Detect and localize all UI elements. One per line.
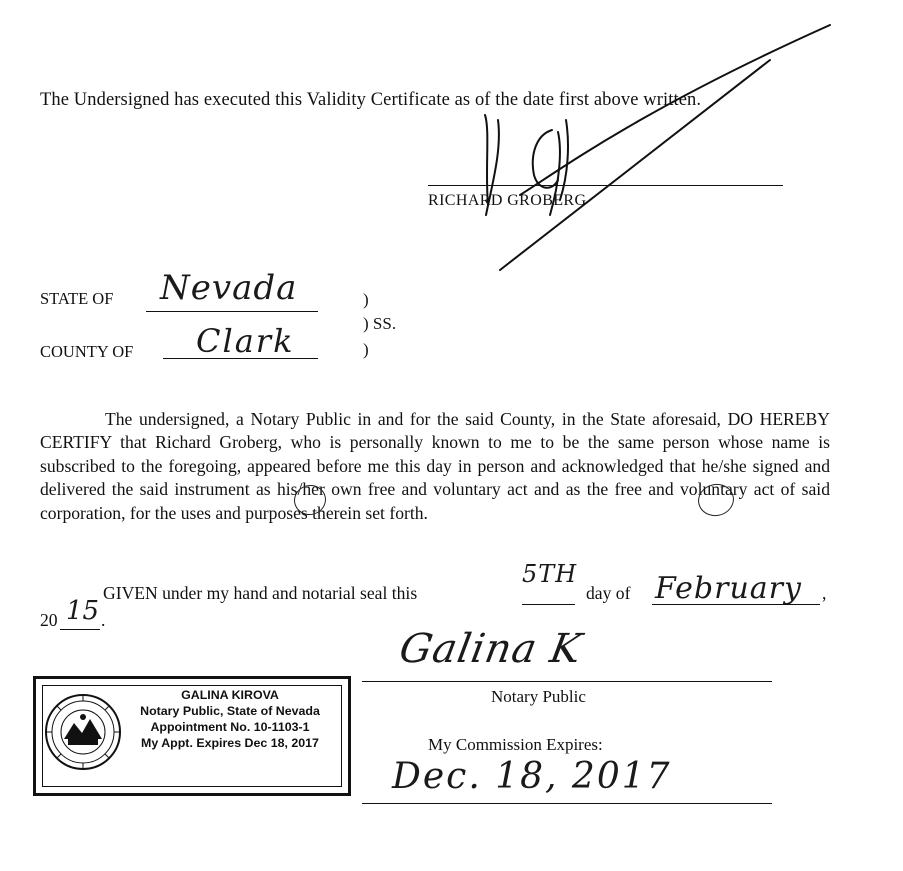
- validity-statement: The Undersigned has executed this Validity Certificate as of the date first above written.: [40, 90, 702, 110]
- stamp-line-4: My Appt. Expires Dec 18, 2017: [141, 736, 319, 750]
- month-comma: ,: [822, 583, 827, 603]
- commission-expiry-value: Dec. 18, 2017: [392, 756, 672, 797]
- stamp-line-2: Notary Public, State of Nevada: [140, 704, 320, 718]
- stamp-name: GALINA KIROVA: [181, 688, 279, 702]
- notary-title: Notary Public: [491, 687, 586, 706]
- year-period: .: [101, 610, 106, 630]
- county-label: COUNTY OF: [40, 342, 134, 361]
- notary-signature: Galina K: [395, 626, 586, 672]
- stamp-text: [124, 687, 336, 751]
- state-label: STATE OF: [40, 289, 114, 308]
- paren-bottom: ): [363, 340, 369, 359]
- state-value: Nevada: [160, 268, 298, 308]
- stamp-line-3: Appointment No. 10-1103-1: [150, 720, 310, 734]
- paren-top: ): [363, 290, 369, 309]
- county-value: Clark: [196, 322, 295, 360]
- year-prefix: 20: [40, 610, 58, 630]
- signer-name: RICHARD GROBERG: [428, 192, 587, 209]
- notary-stamp: [33, 676, 351, 796]
- given-text: GIVEN under my hand and notarial seal this: [103, 583, 418, 603]
- state-line: [146, 311, 318, 312]
- year-line: [60, 629, 100, 630]
- notary-signature-line: [362, 681, 772, 682]
- nevada-state-seal-icon: [44, 693, 122, 771]
- commission-label: My Commission Expires:: [428, 735, 603, 754]
- day-line: [522, 604, 575, 605]
- month-value: February: [655, 571, 802, 606]
- commission-line: [362, 803, 772, 804]
- day-of-text: day of: [586, 583, 631, 603]
- year-value: 15: [66, 596, 100, 626]
- richard-groberg-signature: [440, 20, 840, 290]
- ss-mark: ) SS.: [363, 314, 397, 333]
- signature-line: [428, 185, 783, 186]
- acknowledgment-text: The undersigned, a Notary Public in and for the said County, in the State aforesaid, DO HEREBY CERTIFY that Richard Groberg, who is personally known to me to be the same person whose name is subscribed to the foregoing, appeared before me this day in person and acknowledged that he/she signed and delivered the said instrument as his/her own free and voluntary act and as the free and voluntary act of said corporation, for the uses and purposes therein set forth.: [40, 409, 830, 523]
- day-value: 5TH: [522, 560, 578, 588]
